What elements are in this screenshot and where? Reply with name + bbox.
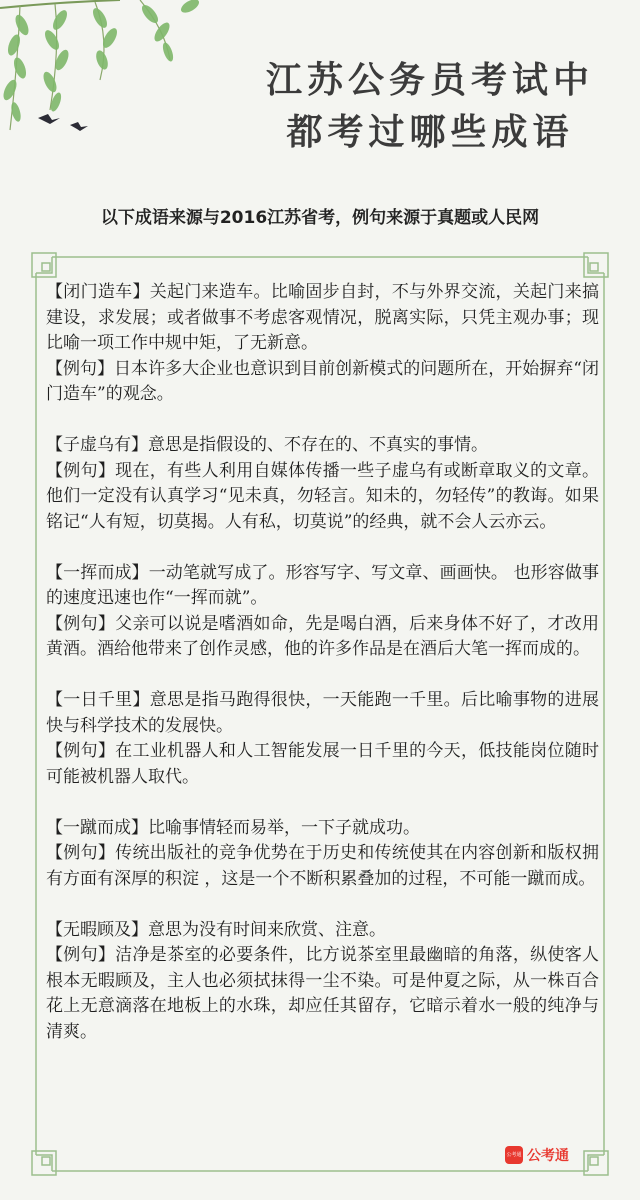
idiom-definition: 【一蹴而成】比喻事情轻而易举，一下子就成功。 xyxy=(46,817,420,838)
example-label: 【例句】 xyxy=(46,843,116,863)
idiom-term: 【闭门造车】 xyxy=(46,282,150,302)
idiom-entry xyxy=(46,433,599,535)
idiom-example: 【例句】日本许多大企业也意识到目前创新模式的问题所在，开始摒弃“闭门造车”的观念。 xyxy=(46,358,599,404)
idiom-definition: 【无暇顾及】意思为没有时间来欣赏、注意。 xyxy=(46,919,386,940)
brand-logo xyxy=(505,1144,569,1166)
idiom-term: 【无暇顾及】 xyxy=(46,919,148,940)
title-block xyxy=(250,55,610,159)
idiom-definition: 【一日千里】意思是指马跑得很快，一天能跑一千里。后比喻事物的进展快与科学技术的发展快。 xyxy=(46,690,600,736)
example-label: 【例句】 xyxy=(46,741,116,761)
idiom-entry xyxy=(46,280,599,408)
idiom-definition: 【闭门造车】关起门来造车。比喻固步自封，不与外界交流，关起门来搞建设，求发展；或者做事不考虑客观情况，脱离实际，只凭主观办事；现比喻一项工作中规中矩，了无新意。 xyxy=(46,282,600,353)
idiom-entry xyxy=(46,816,599,893)
idiom-example: 【例句】父亲可以说是嗜酒如命，先是喝白酒，后来身体不好了，才改用黄酒。酒给他带来了创作灵感，他的许多作品是在酒后大笔一挥而成的。 xyxy=(46,613,600,659)
idiom-entry xyxy=(46,918,599,1046)
idiom-entry xyxy=(46,561,599,663)
example-label: 【例句】 xyxy=(46,613,116,634)
example-label: 【例句】 xyxy=(46,460,116,481)
willow-branch-icon xyxy=(0,0,260,150)
brand-logo-icon: 公考通 xyxy=(505,1146,523,1164)
idiom-term: 【一日千里】 xyxy=(46,690,150,710)
page-title: 江苏公务员考试中 xyxy=(265,60,594,101)
example-label: 【例句】 xyxy=(46,945,116,965)
idiom-example: 【例句】洁净是茶室的必要条件，比方说茶室里最幽暗的角落，纵使客人根本无暇顾及，主人也必须拭抹得一尘不染。可是仲夏之际，从一株百合花上无意滴落在地板上的水珠，却应任其留存，它暗示着水一般的纯净与清爽。 xyxy=(46,945,600,1042)
idiom-entry xyxy=(46,688,599,790)
page-subtitle: 以下成语来源与2016江苏省考，例句来源于真题或人民网 xyxy=(100,208,540,228)
idiom-term: 【一挥而成】 xyxy=(46,562,149,583)
idiom-example: 【例句】在工业机器人和人工智能发展一日千里的今天，低技能岗位随时可能被机器人取代。 xyxy=(46,741,600,787)
brand-name: 公考通 xyxy=(527,1148,569,1164)
swallow-icon xyxy=(38,114,88,131)
idiom-example: 【例句】现在，有些人利用自媒体传播一些子虚乌有或断章取义的文章。他们一定没有认真学习“见未真，勿轻言。知未的，勿轻传”的教诲。如果铭记“人有短，切莫揭。人有私，切莫说”的经典，就不会人云亦云。 xyxy=(46,460,600,532)
idiom-term: 【子虚乌有】 xyxy=(46,435,148,455)
page-title-line2: 都考过哪些成语 xyxy=(286,112,574,153)
idiom-list xyxy=(46,280,599,1071)
idiom-term: 【一蹴而成】 xyxy=(46,817,148,838)
example-label: 【例句】 xyxy=(46,358,115,379)
idiom-definition: 【子虚乌有】意思是指假设的、不存在的、不真实的事情。 xyxy=(46,435,488,455)
idiom-example: 【例句】传统出版社的竞争优势在于历史和传统使其在内容创新和版权拥有方面有深厚的积淀 ，这是一个不断积累叠加的过程，不可能一蹴而成。 xyxy=(46,843,600,889)
idiom-definition: 【一挥而成】一动笔就写成了。形容写字、写文章、画画快。 也形容做事的速度迅速也作“一挥而就”。 xyxy=(46,562,600,608)
